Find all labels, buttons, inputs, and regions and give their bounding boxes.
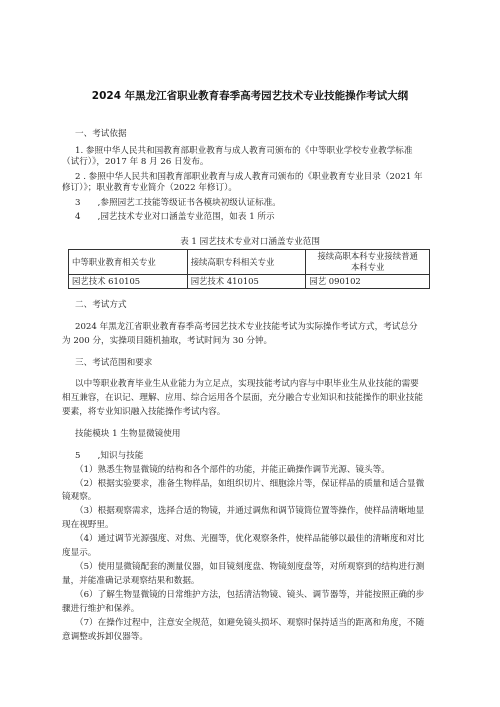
method-line: 2024 年黑龙江省职业教育春季高考园艺技术专业技能考试为实际操作考试方式，考试总分 <box>75 322 418 332</box>
table-caption: 表 1 园艺技术专业对口涵盖专业范围 <box>180 237 320 247</box>
table-header-cell <box>306 250 430 275</box>
item-line: 度显示。 <box>62 548 97 558</box>
table-header-cell: 接续高职专科相关专业 <box>187 250 306 275</box>
section-heading-basis: 一、考试依据 <box>75 129 127 139</box>
header-cell-line: 本科专业 <box>350 262 385 272</box>
item-line: （3）根据观察需求，选择合适的物镜，并通过调焦和调节镜筒位置等操作，使样品清晰地显 <box>75 506 425 516</box>
item-line: 量，并能准确记录观察结果和数据。 <box>62 576 200 586</box>
basis-line: （试行）》，2017 年 8 月 26 日发布。 <box>62 157 209 167</box>
header-cell-line: 接续高职本科专业接续普通 <box>317 251 418 261</box>
item-line: （2）根据实验要求，准备生物样品，如组织切片、细胞涂片等，保证样品的质量和适合显微 <box>75 479 425 489</box>
knowledge-heading: 5 ,知识与技能 <box>75 451 144 461</box>
basis-line: 修订）》；职业教育专业简介（2022 年修订）。 <box>62 183 237 193</box>
table-cell: 园艺技术 610105 <box>69 275 188 289</box>
module-heading: 技能模块 1 生物显微镜使用 <box>75 429 181 439</box>
basis-line: 4 ,园艺技术专业对口涵盖专业范围，如表 1 所示 <box>75 212 275 222</box>
scope-line: 以中等职业教育毕业生从业能力为立足点，实现技能考试内容与中职毕业生从业技能的需要 <box>75 379 419 389</box>
section-heading-scope: 三、考试范围和要求 <box>75 358 153 368</box>
item-line: （1）熟悉生物显微镜的结构和各个部件的功能，并能正确操作调节光源、镜头等。 <box>75 465 390 475</box>
item-line: （4）通过调节光源强度、对焦、光圈等，优化观察条件，使样品能够以最佳的清晰度和对比 <box>75 534 425 544</box>
item-line: 意调整或拆卸仪器等。 <box>62 632 148 642</box>
table-row <box>69 275 430 289</box>
document-title: 2024 年黑龙江省职业教育春季高考园艺技术专业技能操作考试大纲 <box>91 90 409 102</box>
basis-line: 2 . 参照中华人民共和国教育部职业教育与成人教育司颁布的《职业教育专业目录（2021 年 <box>75 172 423 182</box>
item-line: 现在视野里。 <box>62 520 114 530</box>
scope-line: 相互兼容，在识记、理解、应用、综合运用各个层面，充分融合专业知识和技能操作的职业技能 <box>62 393 423 403</box>
scope-line: 要素，将专业知识融入技能操作考试内容。 <box>62 407 226 417</box>
basis-line: 1. 参照中华人民共和国教育部职业教育与成人教育司颁布的《中等职业学校专业教学标准 <box>75 146 413 156</box>
major-scope-table <box>68 249 430 289</box>
method-line: 为 200 分，实操项目随机抽取，考试时间为 30 分钟。 <box>62 336 273 346</box>
item-line: （5）使用显微镜配套的测量仪器，如目镜刻度盘、物镜刻度盘等，对所观察到的结构进行测 <box>75 562 425 572</box>
item-line: （7）在操作过程中，注意安全规范，如避免镜头损坏、观察时保持适当的距离和角度，不随 <box>75 618 425 628</box>
table-cell: 园艺技术 410105 <box>187 275 306 289</box>
table-header-cell: 中等职业教育相关专业 <box>69 250 188 275</box>
basis-line: 3 ,参照园艺工技能等级证书各模块初级认证标准。 <box>75 198 281 208</box>
section-heading-method: 二、考试方式 <box>75 300 127 310</box>
item-line: （6）了解生物显微镜的日常维护方法，包括清洁物镜、镜头、调节器等，并能按照正确的步 <box>75 590 425 600</box>
item-line: 骤进行维护和保养。 <box>62 604 140 614</box>
item-line: 镜观察。 <box>62 492 97 502</box>
table-cell: 园艺 090102 <box>306 275 430 289</box>
table-header-row <box>69 250 430 275</box>
